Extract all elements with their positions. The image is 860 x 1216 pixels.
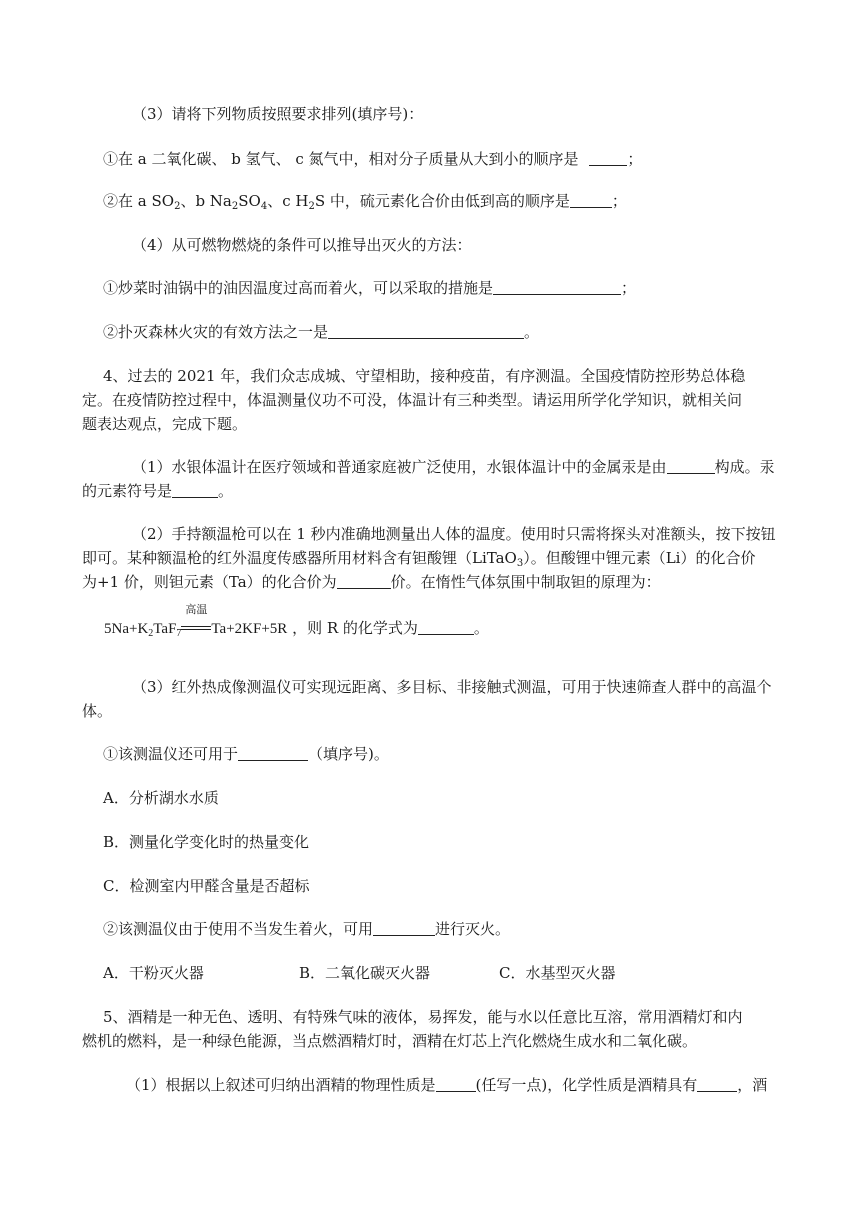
q3-item4: ②扑灭森林火灾的有效方法之一是 。 bbox=[103, 323, 540, 341]
q4-formula-line: $5Na+K_2TaF_7$ 高温 Ta+2KF+5R ，则 R 的化学式为 。 bbox=[104, 604, 489, 639]
q5-intro-line2: 燃机的燃料，是一种绿色能源，当点燃酒精灯时，酒精在灯芯上汽化燃烧生成水和二氧化碳。 bbox=[82, 1032, 698, 1050]
q4-p3-item1: ①该测温仪还可用于 （填序号)。 bbox=[103, 745, 389, 763]
q4-p3-line2: 体。 bbox=[82, 702, 113, 720]
q4-p1-line1: （1）水银体温计在医疗领域和普通家庭被广泛使用，水银体温计中的金属汞是由 构成。汞 bbox=[132, 458, 775, 476]
equals-sign-icon bbox=[181, 626, 211, 630]
q5-intro-line1: 5、酒精是一种无色、透明、有特殊气味的液体，易挥发，能与水以任意比互溶，常用酒精灯和内 bbox=[103, 1008, 743, 1026]
option-a: A．分析湖水水质 bbox=[103, 789, 219, 807]
q4-p2-line3: 为+1 价，则钽元素（Ta）的化合价为 价。在惰性气体氛围中制取钽的原理为： bbox=[82, 573, 661, 591]
option-b: B．二氧化碳灭火器 bbox=[299, 964, 431, 982]
q3-item2: ②在 a $SO_2$、b $Na_2SO_4$、c $H_2S$ 中，硫元素化合价由低到高的顺序是 ； bbox=[103, 192, 627, 212]
answer-blank[interactable] bbox=[172, 481, 218, 498]
q4-p2-line2: 即可。某种额温枪的红外温度传感器所用材料含有钽酸锂（LiTaO$_3$）。但酸锂中锂元素（Li）的化合价 bbox=[82, 549, 756, 569]
answer-blank[interactable] bbox=[436, 1075, 476, 1092]
answer-blank[interactable] bbox=[570, 191, 612, 208]
answer-blank[interactable] bbox=[337, 572, 391, 589]
q3-item3: ①炒菜时油锅中的油因温度过高而着火，可以采取的措施是 ； bbox=[103, 279, 637, 297]
reaction-condition: 高温 bbox=[181, 618, 211, 640]
option-a: A．干粉灭火器 bbox=[103, 964, 204, 982]
q3-part4-title: （4）从可燃物燃烧的条件可以推导出灭火的方法： bbox=[132, 236, 472, 254]
answer-blank[interactable] bbox=[328, 322, 524, 339]
q5-p1: （1）根据以上叙述可归纳出酒精的物理性质是 (任写一点)，化学性质是酒精具有 ，酒 bbox=[126, 1076, 768, 1094]
chemical-equation: $5Na+K_2TaF_7$ 高温 Ta+2KF+5R bbox=[104, 604, 288, 639]
answer-blank[interactable] bbox=[238, 744, 308, 761]
answer-blank[interactable] bbox=[667, 457, 715, 474]
option-b: B．测量化学变化时的热量变化 bbox=[103, 833, 310, 851]
q3-part3-title: （3）请将下列物质按照要求排列(填序号)： bbox=[132, 105, 424, 123]
q4-p3-item2: ②该测温仪由于使用不当发生着火，可用 进行灭火。 bbox=[103, 920, 511, 938]
option-c: C．水基型灭火器 bbox=[499, 964, 616, 982]
q4-intro-line2: 定。在疫情防控过程中，体温测量仪功不可没，体温计有三种类型。请运用所学化学知识，就相关问 bbox=[82, 391, 743, 409]
answer-blank[interactable] bbox=[418, 618, 474, 635]
option-c: C．检测室内甲醛含量是否超标 bbox=[103, 877, 310, 895]
q4-p1-line2: 的元素符号是 。 bbox=[82, 482, 234, 500]
q4-p2-line1: （2）手持额温枪可以在 1 秒内准确地测量出人体的温度。使用时只需将探头对准额头，按下按钮 bbox=[132, 525, 776, 543]
q3-item1: ①在 a 二氧化碳、 b 氢气、 c 氮气中，相对分子质量从大到小的顺序是 ； bbox=[103, 150, 643, 168]
q4-p3-line1: （3）红外热成像测温仪可实现远距离、多目标、非接触式测温，可用于快速筛查人群中的高温个 bbox=[132, 678, 772, 696]
extinguisher-options bbox=[103, 962, 615, 984]
answer-blank[interactable] bbox=[373, 919, 435, 936]
answer-blank[interactable] bbox=[493, 278, 621, 295]
answer-blank[interactable] bbox=[589, 149, 627, 166]
answer-blank[interactable] bbox=[697, 1075, 737, 1092]
q4-intro-line1: 4、过去的 2021 年，我们众志成城、守望相助，接种疫苗，有序测温。全国疫情防控形势总体稳 bbox=[103, 367, 746, 385]
q4-intro-line3: 题表达观点，完成下题。 bbox=[82, 415, 248, 433]
